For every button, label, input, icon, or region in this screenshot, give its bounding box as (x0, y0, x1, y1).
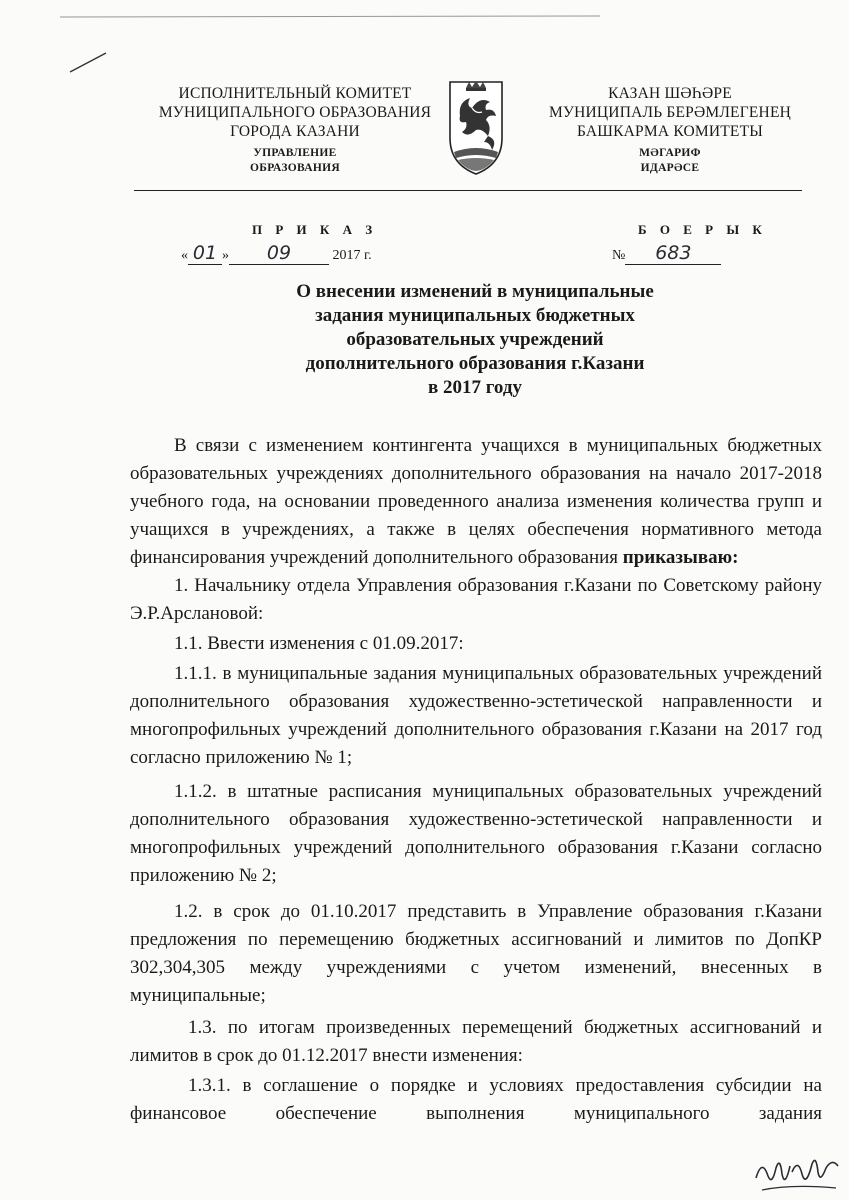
date-day: 01 (188, 242, 222, 265)
paragraph-1: 1. Начальнику отдела Управления образования г.Казани по Советскому району Э.Р.Арслановой: (130, 575, 822, 624)
right-org-line-1: КАЗАН ШӘҺӘРЕ (608, 85, 732, 102)
document-title (180, 280, 770, 400)
intro-bold-word: приказываю: (622, 547, 739, 568)
left-org-line-1: ИСПОЛНИТЕЛЬНЫЙ КОМИТЕТ (178, 85, 412, 102)
number-prefix: № (612, 248, 626, 263)
right-dept-line-2: ИДАРӘСЕ (640, 162, 700, 174)
paragraph-1-1-1: 1.1.1. в муниципальные задания муниципальных образовательных учреждений дополнительного образования художественно-эстетической направленности и многопрофильных учреждений дополнительного образования г.Казани на 2017 год согласно приложению № 1; (130, 663, 822, 768)
right-organization-name (545, 84, 795, 141)
kazan-coat-of-arms-icon (436, 78, 516, 178)
left-dept-line-2: ОБРАЗОВАНИЯ (250, 162, 340, 174)
paragraph-1-1: 1.1. Ввести изменения с 01.09.2017: (174, 633, 464, 654)
right-org-line-3: БАШКАРМА КОМИТЕТЫ (577, 123, 763, 140)
right-org-line-2: МУНИЦИПАЛЬ БЕРӘМЛЕГЕНЕҢ (548, 104, 792, 121)
title-line-1: О внесении изменений в муниципальные (296, 281, 654, 302)
number-value: 683 (625, 242, 721, 265)
left-organization-name (150, 84, 440, 141)
left-dept-line-1: УПРАВЛЕНИЕ (253, 147, 337, 159)
title-line-4: дополнительного образования г.Казани (305, 353, 645, 374)
title-line-5: в 2017 году (428, 377, 522, 398)
handwritten-initials (752, 1138, 842, 1194)
date-quote-open: « (181, 248, 188, 263)
header-divider (134, 190, 802, 191)
left-org-line-3: ГОРОДА КАЗАНИ (230, 123, 360, 140)
paragraph-1-3: 1.3. по итогам произведенных перемещений бюджетных ассигнований и лимитов в срок до 01.12.2017 внести изменения: (130, 1017, 822, 1066)
paragraph-1-2: 1.2. в срок до 01.10.2017 представить в Управление образования г.Казани предложения по перемещению бюджетных ассигнований и лимитов по ДопКР 302,304,305 между учреждениями с учетом изменений, внесенных в муниципальные; (130, 901, 822, 1006)
left-org-line-2: МУНИЦИПАЛЬНОГО ОБРАЗОВАНИЯ (158, 104, 432, 121)
paragraph-1-1-2: 1.1.2. в штатные расписания муниципальных образовательных учреждений дополнительного образования художественно-эстетической направленности и многопрофильных учреждений дополнительного образования г.Казани согласно приложению № 2; (130, 781, 822, 886)
date-year: 2017 г. (332, 248, 372, 263)
intro-text: В связи с изменением контингента учащихся в муниципальных бюджетных образовательных учреждениях дополнительного образования на начало 2017-2018 учебного года, на основании проведенного анализа изменения количества групп и учащихся в учреждениях, а также в целях обеспечения нормативного метода финансирования учреждений дополнительного образования (130, 435, 822, 568)
order-number (612, 242, 721, 265)
date-month: 09 (229, 242, 329, 265)
paragraph-1-3-1: 1.3.1. в соглашение о порядке и условиях предоставления субсидии на финансовое обеспечение выполнения муниципального задания (130, 1075, 822, 1124)
title-line-2: задания муниципальных бюджетных (315, 305, 635, 326)
order-label-ru: П Р И К А З (252, 222, 378, 237)
intro-paragraph (130, 432, 822, 572)
right-department-name (545, 146, 795, 176)
order-label-tt: Б О Е Р Ы К (638, 222, 767, 237)
date-quote-close: » (222, 248, 229, 263)
pen-mark (68, 50, 108, 75)
order-date (181, 242, 372, 265)
title-line-3: образовательных учреждений (346, 329, 604, 350)
scan-edge-line (60, 14, 600, 20)
right-dept-line-1: МӘГАРИФ (639, 147, 701, 159)
left-department-name (150, 146, 440, 176)
